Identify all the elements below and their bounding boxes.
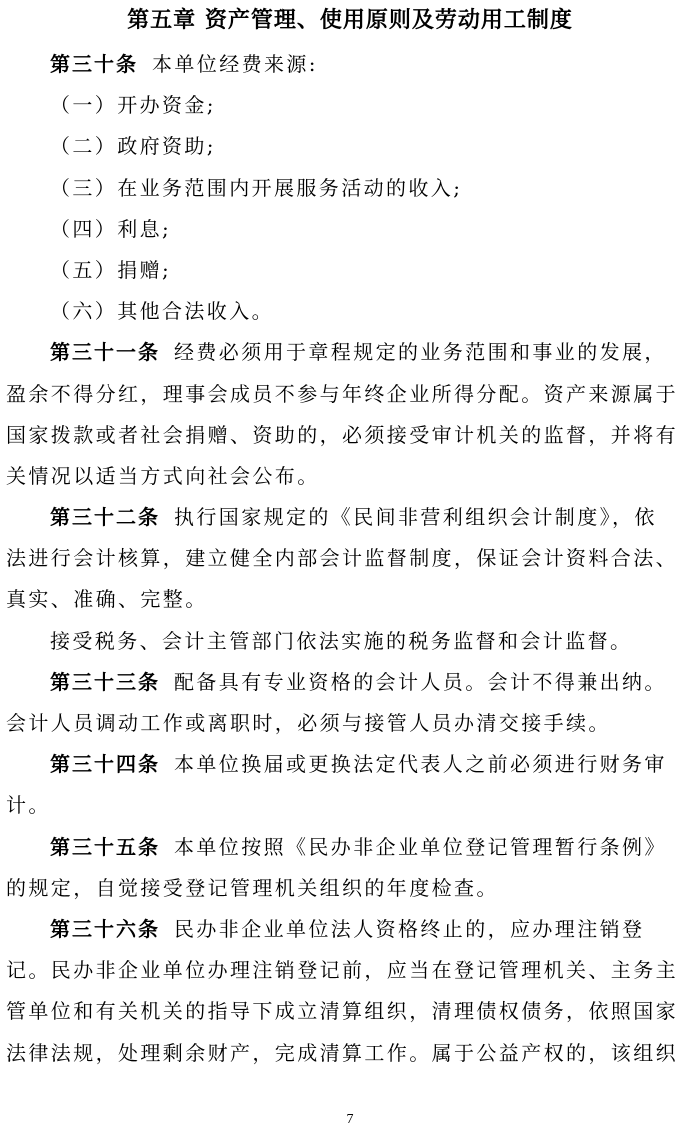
article-33-line [50, 662, 690, 703]
article-31-line: 盈余不得分红，理事会成员不参与年终企业所得分配。资产来源属于 [6, 381, 678, 406]
list-item: （一）开办资金; [50, 93, 216, 118]
article-32-line: 法进行会计核算，建立健全内部会计监督制度，保证会计资料合法、 [6, 546, 678, 571]
article-31-line [50, 332, 690, 373]
article-34-line [50, 744, 690, 785]
article-label: 第三十二条 [50, 505, 160, 530]
article-35-line: 的规定，自觉接受登记管理机关组织的年度检查。 [6, 875, 499, 900]
list-item: （二）政府资助; [50, 134, 216, 159]
article-35-line [50, 827, 690, 868]
article-label: 第三十五条 [50, 834, 160, 859]
list-item: （四）利息; [50, 216, 172, 241]
article-text: 本单位经费来源: [152, 52, 318, 76]
article-36-line: 法律法规，处理剩余财产，完成清算工作。属于公益产权的，该组织 [6, 1040, 678, 1065]
page-number: 7 [346, 1112, 354, 1127]
article-30-heading [50, 44, 690, 85]
article-label: 第三十六条 [50, 916, 160, 941]
article-33-line: 会计人员调动工作或离职时，必须与接管人员办清交接手续。 [6, 711, 611, 735]
article-34-line: 计。 [6, 793, 51, 818]
list-item: （六）其他合法收入。 [50, 299, 274, 324]
article-text: 执行国家规定的《民间非营利组织会计制度》，依 [174, 505, 657, 530]
chapter-title: 第五章 资产管理、使用原则及劳动用工制度 [127, 8, 573, 33]
article-label: 第三十三条 [50, 669, 160, 694]
article-36-line: 记。民办非企业单位办理注销登记前，应当在登记管理机关、主务主 [6, 958, 678, 983]
chapter-body [6, 44, 690, 1074]
article-text: 本单位按照《民办非企业单位登记管理暂行条例》 [174, 834, 667, 859]
article-text: 本单位换届或更换法定代表人之前必须进行财务审 [174, 752, 667, 777]
article-label: 第三十条 [50, 52, 138, 76]
article-36-line [50, 909, 690, 950]
list-item: （五）捐赠; [50, 257, 172, 282]
article-text: 经费必须用于章程规定的业务范围和事业的发展， [174, 340, 667, 365]
article-label: 第三十一条 [50, 340, 160, 365]
article-31-line: 关情况以适当方式向社会公布。 [6, 463, 320, 488]
article-32-line [50, 497, 690, 538]
article-36-line: 管单位和有关机关的指导下成立清算组织，清理债权债务，依照国家 [6, 999, 678, 1024]
article-label: 第三十四条 [50, 752, 160, 777]
article-text: 民办非企业单位法人资格终止的，应办理注销登 [174, 916, 645, 941]
list-item: （三）在业务范围内开展服务活动的收入; [50, 175, 463, 200]
article-32-extra: 接受税务、会计主管部门依法实施的税务监督和会计监督。 [50, 628, 633, 653]
article-text: 配备具有专业资格的会计人员。会计不得兼出纳。 [174, 669, 667, 694]
article-32-line: 真实、准确、完整。 [6, 587, 208, 612]
article-31-line: 国家拨款或者社会捐赠、资助的，必须接受审计机关的监督，并将有 [6, 422, 678, 447]
